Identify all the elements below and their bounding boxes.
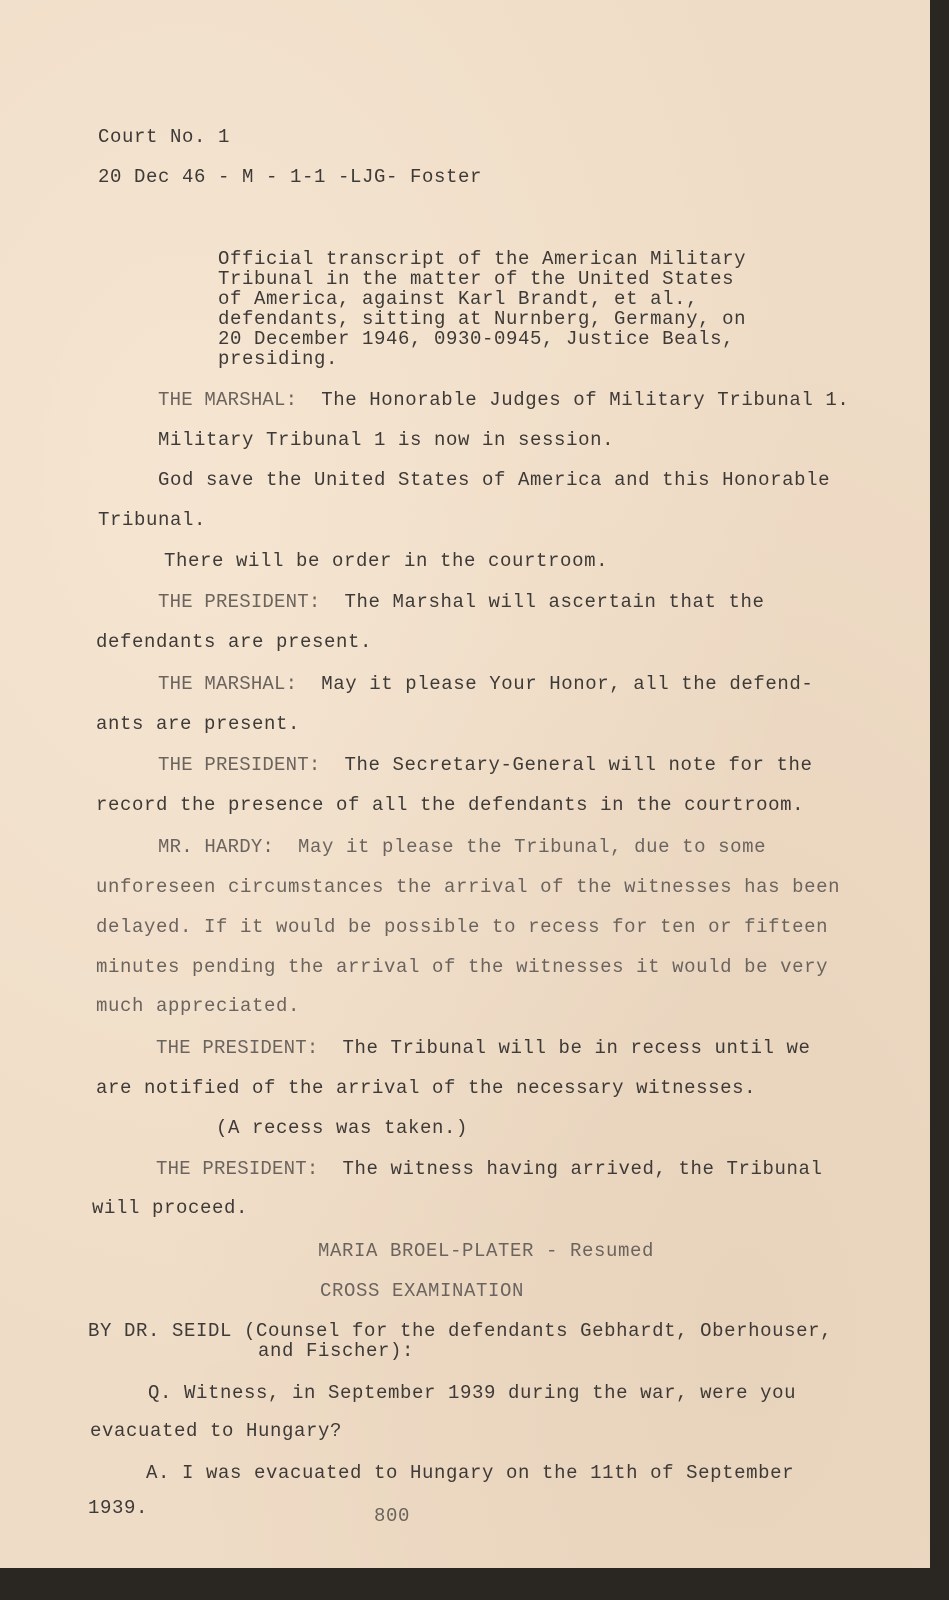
transcript-line	[158, 389, 849, 411]
speech-text: The Tribunal will be in recess until we	[342, 1037, 811, 1059]
transcript-line: will proceed.	[92, 1197, 249, 1219]
question-line: Q. Witness, in September 1939 during the war, were you	[148, 1382, 797, 1404]
speaker-label: THE PRESIDENT:	[156, 1158, 319, 1180]
witness-heading: MARIA BROEL-PLATER - Resumed	[318, 1240, 655, 1262]
examination-heading: CROSS EXAMINATION	[320, 1280, 525, 1302]
speaker-label: THE PRESIDENT:	[158, 754, 321, 776]
transcript-line: defendants are present.	[96, 631, 373, 653]
transcript-line	[158, 673, 813, 695]
intro-line: 20 December 1946, 0930-0945, Justice Beals,	[218, 328, 735, 350]
transcript-line: God save the United States of America and this Honorable	[158, 469, 831, 491]
transcript-line: unforeseen circumstances the arrival of the witnesses has been	[96, 876, 841, 898]
speaker-label: THE PRESIDENT:	[156, 1037, 319, 1059]
transcript-line	[158, 754, 813, 776]
speaker-label: THE MARSHAL:	[158, 389, 298, 411]
transcript-line	[158, 836, 766, 858]
page-number: 800	[374, 1505, 411, 1527]
answer-line: 1939.	[88, 1497, 149, 1519]
intro-line: presiding.	[218, 348, 339, 370]
scan-border-right	[930, 0, 949, 1600]
speech-text: May it please the Tribunal, due to some	[298, 836, 767, 858]
transcript-line: are notified of the arrival of the necessary witnesses.	[96, 1077, 757, 1099]
transcript-line: much appreciated.	[96, 995, 301, 1017]
intro-line: defendants, sitting at Nurnberg, Germany, on	[218, 308, 747, 330]
transcript-line: delayed. If it would be possible to recess for ten or fifteen	[96, 916, 829, 938]
transcript-line: Military Tribunal 1 is now in session.	[158, 429, 615, 451]
intro-line: of America, against Karl Brandt, et al.,	[218, 288, 699, 310]
question-line: evacuated to Hungary?	[90, 1420, 343, 1442]
transcript-line: Tribunal.	[98, 509, 207, 531]
document-code: 20 Dec 46 - M - 1-1 -LJG- Foster	[98, 166, 483, 188]
speech-text: The Honorable Judges of Military Tribunal 1.	[321, 389, 850, 411]
transcript-line: (A recess was taken.)	[216, 1117, 469, 1139]
speech-text: The Secretary-General will note for the	[344, 754, 813, 776]
transcript-line	[156, 1037, 811, 1059]
transcript-line	[156, 1158, 823, 1180]
transcript-line: minutes pending the arrival of the witnesses it would be very	[96, 956, 829, 978]
speaker-label: MR. HARDY:	[158, 836, 275, 858]
transcript-line: record the presence of all the defendants in the courtroom.	[96, 794, 805, 816]
intro-line: Tribunal in the matter of the United States	[218, 268, 735, 290]
transcript-line	[158, 591, 765, 613]
speech-text: May it please Your Honor, all the defend-	[321, 673, 814, 695]
scan-border-bottom	[0, 1568, 949, 1600]
transcript-line: There will be order in the courtroom.	[164, 550, 609, 572]
intro-line: Official transcript of the American Military	[218, 248, 747, 270]
speech-text: The witness having arrived, the Tribunal	[342, 1158, 823, 1180]
speaker-label: THE MARSHAL:	[158, 673, 298, 695]
transcript-line: ants are present.	[96, 713, 301, 735]
court-number: Court No. 1	[98, 126, 231, 148]
counsel-line: BY DR. SEIDL (Counsel for the defendants Gebhardt, Oberhouser,	[88, 1320, 833, 1342]
speaker-label: THE PRESIDENT:	[158, 591, 321, 613]
answer-line: A. I was evacuated to Hungary on the 11th of September	[146, 1462, 795, 1484]
speech-text: The Marshal will ascertain that the	[344, 591, 765, 613]
counsel-line: and Fischer):	[258, 1340, 415, 1362]
